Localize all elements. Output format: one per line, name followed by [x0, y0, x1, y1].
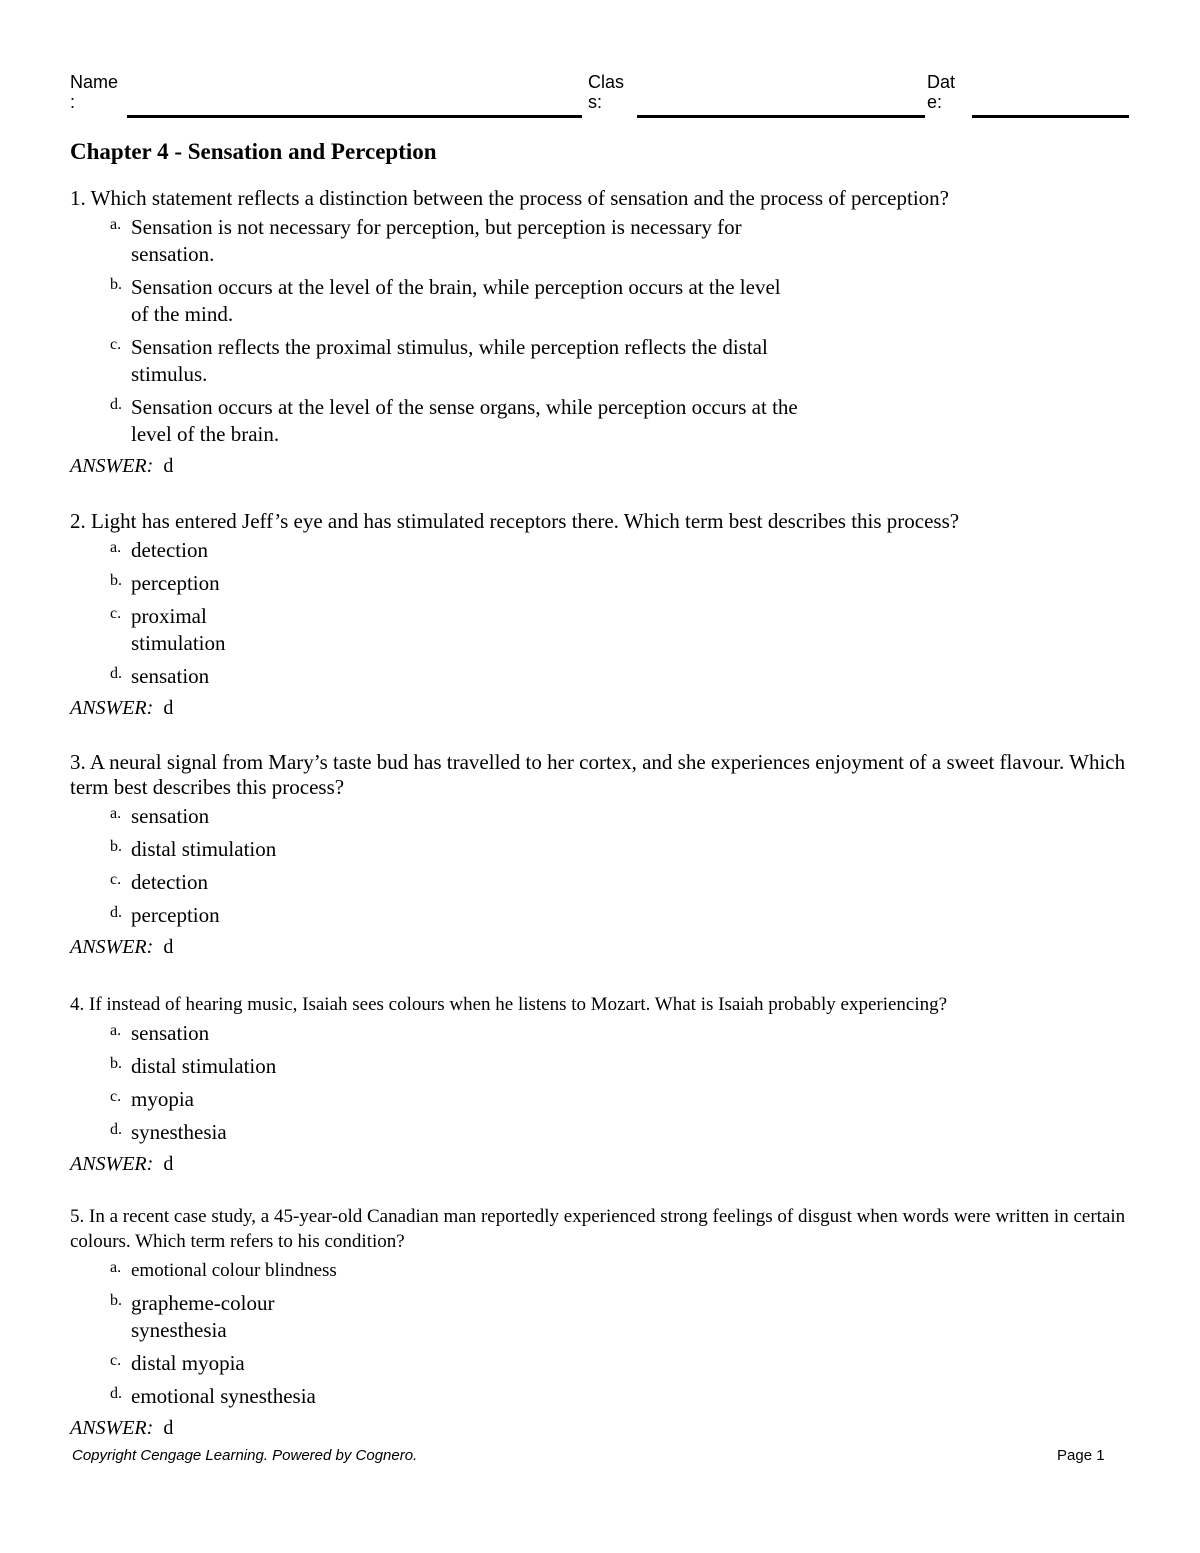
option-letter: b.: [110, 572, 122, 589]
option-b: [70, 836, 1130, 863]
option-text: distal myopia: [131, 1351, 245, 1375]
answer-label: ANSWER:: [70, 697, 154, 719]
answer-value: d: [163, 936, 174, 958]
option-letter: b.: [110, 276, 122, 293]
question-text: Light has entered Jeff’s eye and has stimulated receptors there. Which term best describes this process?: [91, 509, 960, 533]
answer-label: ANSWER:: [70, 1153, 154, 1175]
option-text: synesthesia: [131, 1120, 227, 1144]
question-number: 3.: [70, 750, 86, 774]
question-stem: [70, 1204, 1130, 1254]
option-c: [70, 334, 1130, 388]
question-number: 1.: [70, 186, 86, 210]
answer-line: [70, 696, 1130, 720]
option-c: [70, 1350, 1130, 1377]
option-letter: d.: [110, 1121, 122, 1138]
option-text: sensation: [131, 804, 210, 828]
answer-value: d: [163, 697, 174, 719]
answer-line: [70, 454, 1130, 478]
answer-value: d: [163, 1417, 174, 1439]
question-text: A neural signal from Mary’s taste bud has travelled to her cortex, and she experiences enjoyment of a sweet flavour. Which term best describes this process?: [70, 750, 1126, 799]
question-number: 2.: [70, 509, 86, 533]
option-c: [70, 603, 1130, 657]
option-text: Sensation occurs at the level of the sense organs, while perception occurs at the level of the brain.: [131, 395, 798, 446]
option-letter: c.: [110, 871, 122, 888]
option-letter: c.: [110, 336, 122, 353]
question-text: In a recent case study, a 45-year-old Canadian man reportedly experienced strong feelings of disgust when words were written in certain colours. Which term refers to his condition?: [70, 1206, 1126, 1252]
option-d: [70, 663, 1130, 690]
option-a: [70, 1257, 1130, 1284]
question-5: [70, 1204, 1130, 1440]
question-4: [70, 992, 1130, 1176]
question-stem: [70, 509, 1130, 534]
option-d: [70, 394, 1130, 448]
date-label: Dat e:: [927, 72, 956, 112]
options-list: [70, 214, 1130, 448]
option-letter: a.: [110, 216, 122, 233]
answer-line: [70, 1152, 1130, 1176]
question-stem: [70, 186, 1130, 211]
question-3: [70, 750, 1130, 959]
option-b: [70, 1053, 1130, 1080]
option-letter: c.: [110, 1352, 122, 1369]
options-list: [70, 803, 1130, 929]
options-list: [70, 1020, 1130, 1146]
answer-line: [70, 935, 1130, 959]
option-text: perception: [131, 571, 220, 595]
option-a: [70, 803, 1130, 830]
option-letter: a.: [110, 539, 122, 556]
option-text: Sensation reflects the proximal stimulus, while perception reflects the distal stimulus.: [131, 335, 768, 386]
option-text: Sensation occurs at the level of the brain, while perception occurs at the level of the mind.: [131, 275, 781, 326]
question-2: [70, 509, 1130, 720]
page-number: Page 1: [1057, 1447, 1105, 1464]
option-letter: c.: [110, 605, 122, 622]
answer-label: ANSWER:: [70, 936, 154, 958]
option-text: detection: [131, 538, 208, 562]
question-text: If instead of hearing music, Isaiah sees colours when he listens to Mozart. What is Isaiah probably experiencing?: [89, 994, 948, 1015]
option-a: [70, 1020, 1130, 1047]
option-letter: b.: [110, 838, 122, 855]
option-b: [70, 1290, 1130, 1344]
question-number: 5.: [70, 1206, 85, 1227]
option-a: [70, 537, 1130, 564]
option-text: myopia: [131, 1087, 194, 1111]
option-c: [70, 869, 1130, 896]
question-text: Which statement reflects a distinction between the process of sensation and the process of perception?: [90, 186, 949, 210]
name-field[interactable]: [127, 115, 582, 118]
option-a: [70, 214, 1130, 268]
options-list: [70, 537, 1130, 690]
option-letter: a.: [110, 1259, 122, 1276]
option-b: [70, 570, 1130, 597]
answer-value: d: [163, 455, 174, 477]
option-text: sensation: [131, 664, 210, 688]
option-letter: b.: [110, 1292, 122, 1309]
option-text: emotional synesthesia: [131, 1384, 316, 1408]
option-text: grapheme-colour synesthesia: [131, 1291, 275, 1342]
option-d: [70, 1383, 1130, 1410]
option-text: sensation: [131, 1021, 210, 1045]
option-b: [70, 274, 1130, 328]
option-c: [70, 1086, 1130, 1113]
name-label: Name :: [70, 72, 119, 112]
copyright-notice: Copyright Cengage Learning. Powered by Cognero.: [72, 1447, 418, 1464]
option-d: [70, 1119, 1130, 1146]
question-stem: [70, 992, 1130, 1017]
option-letter: d.: [110, 665, 122, 682]
class-label: Clas s:: [588, 72, 625, 112]
option-letter: d.: [110, 1385, 122, 1402]
option-letter: c.: [110, 1088, 122, 1105]
answer-label: ANSWER:: [70, 455, 154, 477]
option-text: Sensation is not necessary for perception, but perception is necessary for sensation.: [131, 215, 742, 266]
answer-line: [70, 1416, 1130, 1440]
answer-label: ANSWER:: [70, 1417, 154, 1439]
option-text: distal stimulation: [131, 1054, 277, 1078]
option-letter: d.: [110, 396, 122, 413]
option-text: distal stimulation: [131, 837, 277, 861]
option-text: emotional colour blindness: [131, 1260, 337, 1281]
option-text: proximal stimulation: [131, 604, 226, 655]
option-text: detection: [131, 870, 208, 894]
question-1: [70, 186, 1130, 478]
option-letter: a.: [110, 1022, 122, 1039]
option-text: perception: [131, 903, 220, 927]
options-list: [70, 1257, 1130, 1410]
question-stem: [70, 750, 1130, 800]
option-letter: b.: [110, 1055, 122, 1072]
option-letter: d.: [110, 904, 122, 921]
date-field[interactable]: [972, 115, 1129, 118]
question-number: 4.: [70, 994, 85, 1015]
option-d: [70, 902, 1130, 929]
option-letter: a.: [110, 805, 122, 822]
page-title: Chapter 4 - Sensation and Perception: [70, 139, 437, 164]
answer-value: d: [163, 1153, 174, 1175]
class-field[interactable]: [637, 115, 925, 118]
